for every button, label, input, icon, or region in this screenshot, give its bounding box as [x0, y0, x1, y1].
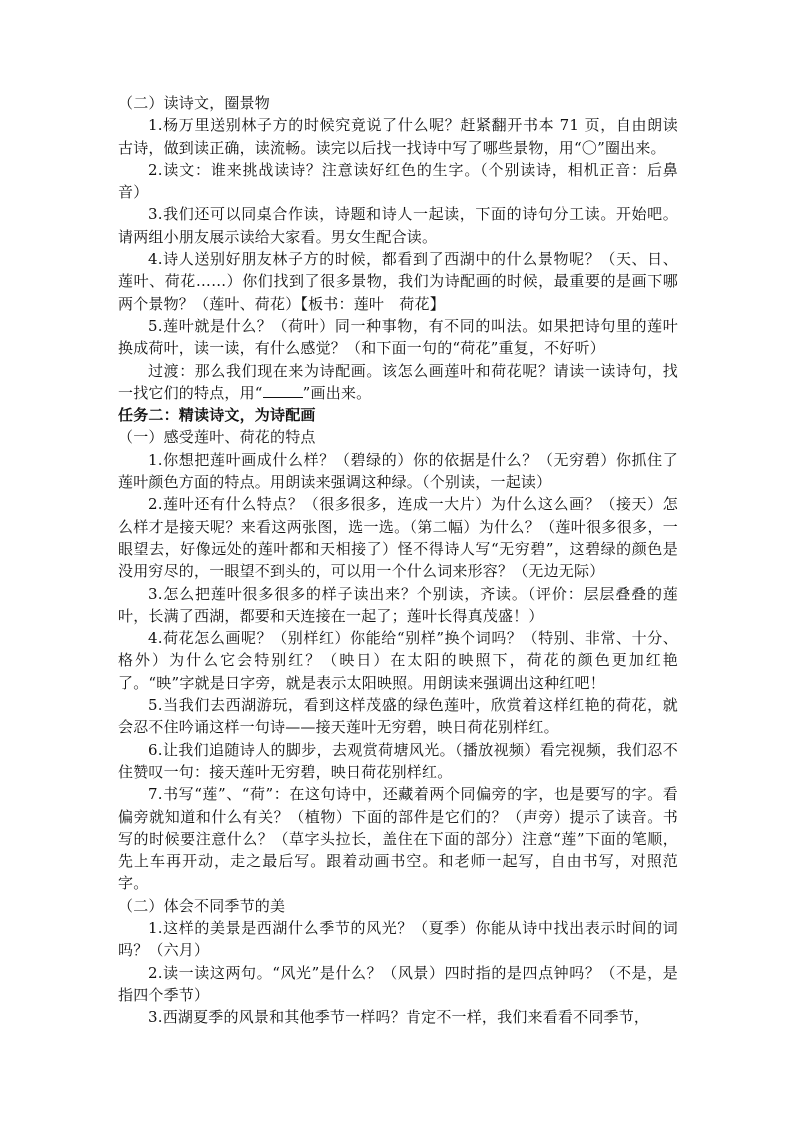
transition-text-b: ”画出来。 [302, 383, 372, 402]
paragraph: 5.莲叶就是什么？（荷叶）同一种事物，有不同的叫法。如果把诗句里的莲叶换成荷叶，读一读，有什么感觉？（和下面一句的“荷花”重复，不好听） [118, 316, 678, 358]
paragraph: 4.荷花怎么画呢？（别样红）你能给“别样”换个词吗？（特别、非常、十分、格外）为什么它会特别红？（映日）在太阳的映照下，荷花的颜色更加红艳了。“映”字就是日字旁，就是表示太阳映照。用朗读来强调出这种红吧！ [118, 629, 678, 692]
paragraph: 3.怎么把莲叶很多很多的样子读出来？个别读，齐读。（评价：层层叠叠的莲叶，长满了西湖，都要和天连接在一起了；莲叶长得真茂盛！） [118, 584, 678, 625]
section-heading-read-poem: （二）读诗文，圈景物 [118, 94, 271, 112]
paragraph: 2.莲叶还有什么特点？（很多很多，连成一大片）为什么这么画？（接天）怎么样才是接天呢？来看这两张图，选一选。（第二幅）为什么？（莲叶很多很多，一眼望去，好像远处的莲叶都和天相接了）怪不得诗人写“无穷碧”，这碧绿的颜色是没用穷尽的，一眼望不到头的，可以用一个什么词来形容？（无边无际） [118, 495, 678, 581]
paragraph: 1.你想把莲叶画成什么样？（碧绿的）你的依据是什么？（无穷碧）你抓住了莲叶颜色方面的特点。用朗读来强调这种绿。（个别读，一起读） [118, 450, 678, 492]
paragraph: 1.这样的美景是西湖什么季节的风光？（夏季）你能从诗中找出表示时间的词吗？（六月） [118, 918, 678, 960]
section-heading-seasons: （二）体会不同季节的美 [118, 896, 286, 915]
paragraph: 5.当我们去西湖游玩，看到这样茂盛的绿色莲叶，欣赏着这样红艳的荷花，就会忍不住吟诵这样一句诗——接天莲叶无穷碧，映日荷花别样红。 [118, 696, 678, 737]
paragraph: 4.诗人送别好朋友林子方的时候，都看到了西湖中的什么景物呢？（天、日、莲叶、荷花……）你们找到了很多景物，我们为诗配画的时候，最重要的是画下哪两个景物？（莲叶、荷花）【板书：莲叶 荷花】 [118, 250, 678, 313]
task-title: 任务二：精读诗文，为诗配画 [118, 406, 316, 425]
paragraph: 2.读一读这两句。“风光”是什么？（风景）四时指的是四点钟吗？（不是，是指四个季节） [118, 963, 678, 1004]
paragraph: 3.我们还可以同桌合作读，诗题和诗人一起读，下面的诗句分工读。开始吧。请两组小朋友展示读给大家看。男女生配合读。 [118, 205, 678, 246]
transition-text-a: 过渡：那么我们现在来为诗配画。该怎么画莲叶和荷花呢？请读一读诗句，找一找它们的特点，用“ [118, 361, 678, 402]
paragraph: 7.书写“莲”、“荷”：在这句诗中，还藏着两个同偏旁的字，也是要写的字。看偏旁就知道和什么有关？（植物）下面的部件是它们的？（声旁）提示了读音。书写的时候要注意什么？（草字头拉长，盖住在下面的部分）注意“莲”下面的笔顺，先上车再开动，走之最后写。跟着动画书空。和老师一起写，自由书写，对照范字。 [118, 785, 678, 893]
section-heading-features: （一）感受莲叶、荷花的特点 [118, 428, 316, 447]
underline-blank [263, 383, 303, 398]
paragraph: 3.西湖夏季的风景和其他季节一样吗？肯定不一样，我们来看看不同季节， [148, 1008, 650, 1027]
paragraph: 2.读文：谁来挑战读诗？注意读好红色的生字。（个别读诗，相机正音：后鼻音） [118, 160, 678, 202]
transition-paragraph [118, 360, 678, 405]
paragraph: 6.让我们追随诗人的脚步，去观赏荷塘风光。（播放视频）看完视频，我们忍不住赞叹一句：接天莲叶无穷碧，映日荷花别样红。 [118, 740, 678, 781]
paragraph: 1.杨万里送别林子方的时候究竟说了什么呢？赶紧翻开书本 71 页，自由朗读古诗，做到读正确，读流畅。读完以后找一找诗中写了哪些景物，用“〇”圈出来。 [118, 116, 678, 157]
document-page [118, 92, 678, 1028]
